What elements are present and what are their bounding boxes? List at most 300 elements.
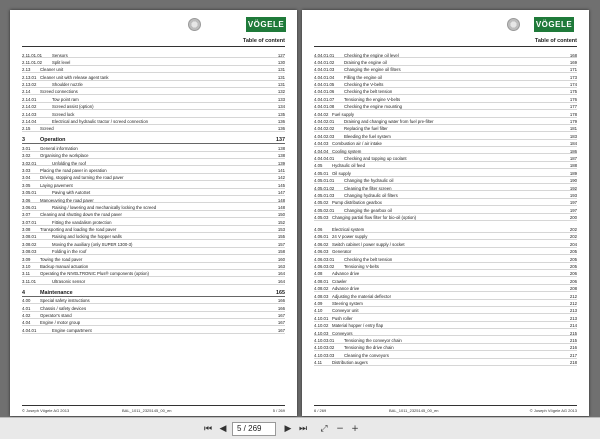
toc-entry-number: 4.04.01.08	[314, 104, 335, 110]
toc-entry[interactable]	[314, 277, 577, 284]
toc-entry-page: 127	[277, 52, 285, 58]
toc-entry-title: Driving, stopping and turning the road paver	[40, 175, 124, 181]
toc-entry[interactable]	[22, 51, 285, 58]
toc-entry-title: Cleaning and shutting down the road paver	[40, 212, 122, 218]
toc-entry-title: Screed	[40, 126, 54, 132]
toc-entry-number: 4.10.03.03	[314, 352, 335, 358]
toc-entry-title: Oil supply	[332, 170, 351, 176]
document-page-right	[302, 10, 589, 416]
viewer-toolbar	[0, 417, 600, 439]
toc-entry-page: 167	[277, 320, 285, 326]
toc-entry-number: 3.06.01	[22, 204, 37, 210]
footer-copyright: © Joseph Vögele AG 2013	[529, 408, 577, 413]
toc-entry-page: 169	[569, 59, 577, 65]
toc-entry-number: 4.10.03.02	[314, 345, 335, 351]
toc-entry-page: 213	[569, 308, 577, 314]
footer-doc-id: BAL_1011_2325145_00_en	[389, 408, 439, 413]
toc-entry-number: 4.09	[314, 301, 323, 306]
toc-entry-number: 4.04.01.07	[314, 96, 335, 102]
toc-entry-title: Raising and locking the hopper walls	[52, 234, 122, 240]
toc-entry[interactable]	[314, 51, 577, 58]
toc-entry-title: Operator's stand	[40, 313, 72, 318]
toc-entry[interactable]	[314, 103, 577, 110]
toc-entry[interactable]	[314, 132, 577, 139]
toc-entry[interactable]	[22, 66, 285, 73]
toc-entry-page: 217	[569, 352, 577, 358]
toc-entry-title: Fitting the vandalism protection	[52, 219, 112, 225]
toc-entry[interactable]	[22, 58, 285, 65]
toc-entry-page: 218	[569, 360, 577, 366]
toc-entry-title: Paving with AutoSet	[52, 190, 91, 196]
toc-entry-page: 167	[277, 313, 285, 318]
toc-entry[interactable]	[22, 144, 285, 151]
toc-entry-title: Electrical and hydraulic tractor / screed connection	[52, 119, 149, 125]
toc-entry-page: 190	[569, 178, 577, 184]
toc-entry-number: 2.13	[22, 67, 31, 73]
toc-entry-number: 3.08.03	[22, 249, 37, 255]
toc-entry[interactable]	[314, 199, 577, 206]
toc-entry-title: Cleaner unit	[40, 67, 64, 73]
toc-entry-title: Operating the NIVELTRONIC Plus® components (option)	[40, 271, 149, 277]
toc-entry-title: Sensors	[52, 52, 68, 58]
next-page-icon[interactable]: ▶	[284, 424, 292, 434]
toc-entry[interactable]	[314, 300, 577, 307]
toc-entry[interactable]	[22, 110, 285, 117]
toc-entry[interactable]	[22, 88, 285, 95]
toc-entry-number: 4.08.02	[314, 286, 329, 292]
toc-entry[interactable]	[22, 95, 285, 102]
toc-entry-page: 145	[277, 182, 285, 188]
toc-entry[interactable]	[22, 166, 285, 173]
toc-entry-number: 4.04.01.01	[314, 52, 335, 58]
toc-entry-page: 137	[276, 137, 285, 144]
toc-entry-title: Cleaning the conveyors	[344, 352, 389, 358]
toc-entry-title: Unfolding the roof	[52, 160, 86, 166]
toc-entry-page: 131	[277, 82, 285, 88]
toc-chapter-row[interactable]	[22, 285, 285, 297]
toc-entry-number: 3	[22, 137, 25, 144]
toc-entry-page: 175	[569, 89, 577, 95]
toc-entry-title: Bleeding the fuel system	[344, 133, 391, 139]
toc-entry-number: 4.04.04.01	[314, 155, 335, 161]
toc-entry[interactable]	[22, 159, 285, 166]
toc-entry-page: 197	[569, 207, 577, 213]
toc-entry-page: 206	[569, 278, 577, 284]
toc-entry[interactable]	[22, 125, 285, 132]
toc-entry-title: Folding in the roof	[52, 249, 87, 255]
toc-entry-title: Changing the hydraulic oil	[344, 178, 394, 184]
toc-entry-number: 4.10.03.01	[314, 337, 335, 343]
toc-entry-title: Moving the auxiliary (only SUPER 1300-3)	[52, 241, 133, 247]
page-footer	[22, 405, 285, 413]
seal-logo-icon	[507, 18, 520, 31]
toc-entry-number: 3.08.02	[22, 241, 37, 247]
toc-entry-title: Combustion air / air intake	[332, 141, 382, 147]
toc-entry-number: 4.00	[22, 298, 31, 304]
toc-entry-title: Changing partial flow filter for bio-oil (option)	[332, 215, 417, 221]
toc-entry-number: 3.05	[22, 182, 31, 188]
toc-entry[interactable]	[314, 162, 577, 169]
toc-entry[interactable]	[22, 181, 285, 188]
toc-entry-page: 202	[569, 234, 577, 240]
toc-entry-title: Draining and changing water from fuel pre-filter	[344, 119, 434, 125]
toc-entry-page: 157	[277, 241, 285, 247]
toc-entry[interactable]	[22, 189, 285, 196]
toc-entry-title: Laying pavement	[40, 182, 73, 188]
toc-entry-page: 173	[569, 74, 577, 80]
toc-entry-title: Checking the engine mounting	[344, 104, 403, 110]
footer-copyright: © Joseph Vögele AG 2013	[22, 408, 70, 413]
toc-entry-page: 153	[277, 227, 285, 233]
toc-entry-number: 3.08.01	[22, 234, 37, 240]
toc-entry-title: Switch cabinet / power supply / socket	[332, 241, 405, 247]
toc-entry-page: 197	[569, 200, 577, 206]
toc-entry-number: 4.06.03.02	[314, 264, 335, 270]
brand-logo: VÖGELE	[534, 17, 574, 32]
toc-entry[interactable]	[22, 118, 285, 125]
toc-entry-page: 133	[277, 96, 285, 102]
toc-entry[interactable]	[314, 359, 577, 366]
toc-entry-number: 4.04.04	[314, 148, 329, 154]
toc-entry-page: 164	[277, 278, 285, 284]
page-number-input[interactable]: 5 / 269	[232, 422, 276, 436]
toc-entry-title: Distribution augers	[332, 360, 368, 366]
toc-entry[interactable]	[22, 73, 285, 80]
toc-entry-page: 138	[277, 145, 285, 151]
toc-entry-page: 192	[569, 185, 577, 191]
toc-entry[interactable]	[314, 140, 577, 147]
toc-entry-title: Checking the belt tension	[344, 89, 393, 95]
toc-entry-page: 193	[569, 192, 577, 198]
toc-entry-title: Draining the engine oil	[344, 59, 387, 65]
toc-entry[interactable]	[314, 322, 577, 329]
toc-entry-page: 160	[277, 256, 285, 262]
toc-entry-number: 4.04.02	[314, 111, 329, 117]
toc-entry-number: 4.04.02.02	[314, 126, 335, 132]
toc-entry[interactable]	[22, 233, 285, 240]
toc-entry-title: Raising / lowering and mechanically locking the screed	[52, 204, 157, 210]
toc-entry-title: Engine / motor group	[40, 320, 81, 326]
toc-entry-page: 166	[277, 298, 285, 304]
toc-entry-title: Backup manual actuation	[40, 264, 89, 270]
toc-entry-number: 4.06	[314, 226, 323, 232]
first-page-icon[interactable]: ⏮	[203, 424, 213, 434]
toc-entry[interactable]	[314, 351, 577, 358]
toc-entry-number: 2.14.02	[22, 104, 37, 110]
toc-entry-title: Placing the road paver in operation	[40, 167, 107, 173]
toc-entry-page: 205	[569, 264, 577, 270]
table-of-contents	[22, 51, 285, 334]
toc-entry[interactable]	[314, 110, 577, 117]
toc-entry[interactable]	[22, 304, 285, 311]
toc-entry-title: Adjusting the material deflector	[332, 293, 391, 299]
toc-entry-page: 138	[277, 153, 285, 159]
toc-entry-number: 2.14.01	[22, 96, 37, 102]
toc-entry-number: 3.07	[22, 212, 31, 218]
toc-entry[interactable]	[22, 326, 285, 333]
toc-entry-page: 168	[569, 52, 577, 58]
toc-entry-page: 142	[277, 175, 285, 181]
toc-entry-page: 204	[569, 241, 577, 247]
toc-entry-title: Screed connections	[40, 89, 78, 95]
toc-entry[interactable]	[314, 263, 577, 270]
toc-entry-title: Generator	[332, 249, 352, 255]
toc-entry[interactable]	[314, 233, 577, 240]
toc-entry-title: Electrical system	[332, 226, 365, 232]
toc-entry[interactable]	[22, 196, 285, 203]
fit-page-icon[interactable]: ⤢	[320, 424, 328, 434]
toc-entry[interactable]	[314, 125, 577, 132]
toc-entry[interactable]	[314, 248, 577, 255]
toc-entry[interactable]	[314, 154, 577, 161]
footer-doc-id: BAL_1011_2325145_00_en	[122, 408, 172, 413]
toc-entry[interactable]	[22, 255, 285, 262]
toc-entry-page: 189	[569, 170, 577, 176]
toc-entry[interactable]	[314, 240, 577, 247]
toc-entry[interactable]	[314, 255, 577, 262]
toc-entry-number: 2.14.03	[22, 111, 37, 117]
toc-entry-title: Manoeuvring the road paver	[40, 197, 94, 203]
toc-entry[interactable]	[314, 66, 577, 73]
zoom-in-icon[interactable]: +	[351, 424, 359, 434]
toc-entry-title: Tensioning V-belts	[344, 264, 379, 270]
toc-entry[interactable]	[22, 152, 285, 159]
toc-entry-page: 215	[569, 337, 577, 343]
toc-entry-title: Material hopper / entry flap	[332, 323, 384, 329]
toc-entry-number: 2.15	[22, 126, 31, 132]
toc-entry-title: Replacing the fuel filter	[344, 126, 388, 132]
toc-entry-page: 183	[569, 133, 577, 139]
toc-entry[interactable]	[314, 270, 577, 277]
toc-entry-number: 4.04.03	[314, 141, 329, 147]
toc-entry-number: 4.04.01.02	[314, 59, 335, 65]
toc-entry[interactable]	[22, 81, 285, 88]
toc-entry-page: 165	[276, 289, 285, 296]
toc-entry-page: 132	[277, 89, 285, 95]
toc-entry-number: 2.13.02	[22, 82, 37, 88]
toc-entry-number: 3.04	[22, 175, 31, 181]
toc-entry[interactable]	[22, 312, 285, 319]
toc-entry-title: 24 V power supply	[332, 234, 368, 240]
toc-entry-title: Steering system	[332, 301, 363, 306]
toc-entry[interactable]	[314, 329, 577, 336]
page-title: Table of content	[534, 38, 577, 44]
toc-entry-number: 4.05	[314, 163, 323, 169]
toc-entry[interactable]	[22, 211, 285, 218]
toc-entry-page: 200	[569, 215, 577, 221]
toc-entry-page: 208	[569, 286, 577, 292]
toc-entry-number: 4.10.01	[314, 315, 329, 321]
toc-entry-title: Fuel supply	[332, 111, 354, 117]
toc-entry-number: 4.10.03	[314, 330, 329, 336]
toc-entry-page: 186	[569, 148, 577, 154]
toc-entry[interactable]	[22, 270, 285, 277]
table-of-contents	[314, 51, 577, 366]
toc-entry-number: 4.08	[314, 271, 323, 277]
toc-entry-title: Filling the engine oil	[344, 74, 382, 80]
toc-entry-number: 2.14.04	[22, 119, 37, 125]
toc-entry-title: Checking and topping up coolant	[344, 155, 407, 161]
toc-entry-page: 163	[277, 264, 285, 270]
toc-entry-title: Conveyors	[332, 330, 353, 336]
toc-entry[interactable]	[314, 314, 577, 321]
toc-entry-number: 4.05.01	[314, 170, 329, 176]
page-footer	[314, 405, 577, 413]
toc-entry-page: 158	[277, 249, 285, 255]
toc-entry-number: 4.05.03	[314, 215, 329, 221]
toc-entry-page: 205	[569, 256, 577, 262]
page-header	[302, 10, 589, 50]
toc-entry[interactable]	[314, 147, 577, 154]
toc-entry-number: 4.04.01	[22, 327, 37, 333]
toc-entry-title: Changing the gearbox oil	[344, 207, 392, 213]
toc-entry[interactable]	[22, 248, 285, 255]
toc-entry-title: Checking the V-belts	[344, 82, 384, 88]
toc-entry-title: Advance drive	[332, 286, 360, 292]
toc-entry-title: Transporting and loading the road paver	[40, 227, 117, 233]
toc-entry[interactable]	[22, 103, 285, 110]
toc-entry[interactable]	[314, 191, 577, 198]
toc-entry[interactable]	[22, 277, 285, 284]
toc-entry-page: 155	[277, 234, 285, 240]
toc-entry[interactable]	[22, 263, 285, 270]
toc-entry[interactable]	[314, 344, 577, 351]
toc-entry-number: 2.11.01.01	[22, 52, 42, 58]
toc-entry-page: 141	[277, 167, 285, 173]
toc-entry-title: Advance drive	[332, 271, 360, 277]
toc-entry[interactable]	[314, 285, 577, 292]
prev-page-icon[interactable]: ◀	[219, 424, 227, 434]
toc-entry-number: 3.03	[22, 167, 31, 173]
toc-entry-number: 3.02	[22, 153, 31, 159]
toc-entry[interactable]	[314, 169, 577, 176]
toc-entry-page: 181	[569, 126, 577, 132]
toc-entry-page: 174	[569, 82, 577, 88]
toc-entry-number: 2.11.01.02	[22, 59, 42, 65]
toc-entry-page: 205	[569, 249, 577, 255]
toc-entry-number: 3.01	[22, 145, 31, 151]
toc-entry-title: Push roller	[332, 315, 353, 321]
toc-entry[interactable]	[314, 221, 577, 233]
toc-entry[interactable]	[314, 118, 577, 125]
toc-entry-page: 147	[277, 190, 285, 196]
toc-entry[interactable]	[314, 81, 577, 88]
toc-entry-number: 3.10	[22, 264, 31, 270]
toc-entry-page: 150	[277, 212, 285, 218]
toc-entry-page: 215	[569, 330, 577, 336]
toc-entry-number: 4.10.02	[314, 323, 329, 329]
toc-entry-number: 4.05.01.02	[314, 185, 335, 191]
toc-entry[interactable]	[314, 307, 577, 314]
toc-entry-title: Tensioning the engine V-belts	[344, 96, 401, 102]
toc-entry-page: 136	[277, 126, 285, 132]
toc-entry-number: 4.05.01.01	[314, 178, 335, 184]
toc-entry-page: 171	[569, 67, 577, 73]
toc-entry-title: Checking the belt tension	[344, 256, 393, 262]
toc-entry-number: 3.02.01	[22, 160, 37, 166]
toc-entry-number: 4.04.02.03	[314, 133, 335, 139]
toc-entry-number: 2.13.01	[22, 74, 37, 80]
toc-entry-title: Maintenance	[40, 289, 73, 296]
document-page-left	[10, 10, 297, 416]
toc-entry[interactable]	[22, 240, 285, 247]
toc-entry[interactable]	[314, 336, 577, 343]
toc-entry[interactable]	[314, 177, 577, 184]
toc-entry[interactable]	[314, 73, 577, 80]
last-page-icon[interactable]: ⏭	[298, 424, 308, 434]
toc-chapter-row[interactable]	[22, 132, 285, 144]
toc-entry-page: 135	[277, 111, 285, 117]
toc-entry[interactable]	[22, 319, 285, 326]
toc-entry-title: Pump distribution gearbox	[332, 200, 382, 206]
footer-page-number: 5 / 269	[272, 408, 285, 413]
toc-entry[interactable]	[314, 184, 577, 191]
toc-entry-number: 4.08.03	[314, 293, 329, 299]
toc-entry[interactable]	[22, 174, 285, 181]
toc-entry-title: Cooling system	[332, 148, 362, 154]
footer-page-number: 6 / 269	[314, 408, 327, 413]
toc-entry-title: Cleaning the filter screen	[344, 185, 392, 191]
toc-entry-title: Changing the engine oil filters	[344, 67, 401, 73]
toc-entry-title: Split level	[52, 59, 71, 65]
toc-entry-title: Chassis / safety devices	[40, 305, 87, 311]
toc-entry-title: Towing the road paver	[40, 256, 83, 262]
toc-entry-number: 3.09	[22, 256, 31, 262]
toc-entry-title: Screed assist (option)	[52, 104, 94, 110]
toc-entry[interactable]	[22, 203, 285, 210]
toc-entry-page: 212	[569, 301, 577, 306]
toc-entry-number: 4.06.03.01	[314, 256, 335, 262]
toc-entry[interactable]	[314, 214, 577, 221]
toc-entry-page: 131	[277, 74, 285, 80]
toc-entry-page: 176	[569, 96, 577, 102]
toc-entry[interactable]	[22, 218, 285, 225]
toc-entry-number: 3.06	[22, 197, 31, 203]
toc-entry-page: 202	[569, 226, 577, 232]
toc-entry-page: 164	[277, 271, 285, 277]
toc-entry-title: Conveyor unit	[332, 308, 359, 314]
toc-entry-number: 3.11.01	[22, 278, 37, 284]
toc-entry-number: 4	[22, 289, 25, 296]
toc-entry[interactable]	[314, 292, 577, 299]
toc-entry[interactable]	[314, 95, 577, 102]
toc-entry-number: 4.04.01.04	[314, 74, 335, 80]
toc-entry-page: 152	[277, 219, 285, 225]
toc-entry[interactable]	[314, 58, 577, 65]
toc-entry-number: 4.05.02.01	[314, 207, 335, 213]
toc-entry-title: Changing hydraulic oil filters	[344, 192, 398, 198]
toc-entry-title: Tensioning the drive chain	[344, 345, 394, 351]
toc-entry-title: Hydraulic oil feed	[332, 163, 365, 169]
toc-entry-number: 4.04.01.06	[314, 89, 335, 95]
toc-entry[interactable]	[22, 297, 285, 304]
zoom-out-icon[interactable]: −	[336, 424, 344, 434]
toc-entry-number: 2.14	[22, 89, 31, 95]
toc-entry-page: 214	[569, 323, 577, 329]
toc-entry[interactable]	[314, 88, 577, 95]
toc-entry-number: 4.06.02	[314, 241, 329, 247]
toc-entry-number: 3.05.01	[22, 190, 37, 196]
toc-entry[interactable]	[314, 206, 577, 213]
toc-entry-number: 3.08	[22, 227, 31, 233]
toc-entry[interactable]	[22, 226, 285, 233]
toc-entry-page: 166	[277, 305, 285, 311]
toc-entry-page: 130	[277, 59, 285, 65]
toc-entry-page: 188	[569, 163, 577, 169]
toc-entry-number: 3.07.01	[22, 219, 37, 225]
toc-entry-page: 206	[569, 271, 577, 277]
toc-entry-title: Special safety instructions	[40, 298, 90, 304]
